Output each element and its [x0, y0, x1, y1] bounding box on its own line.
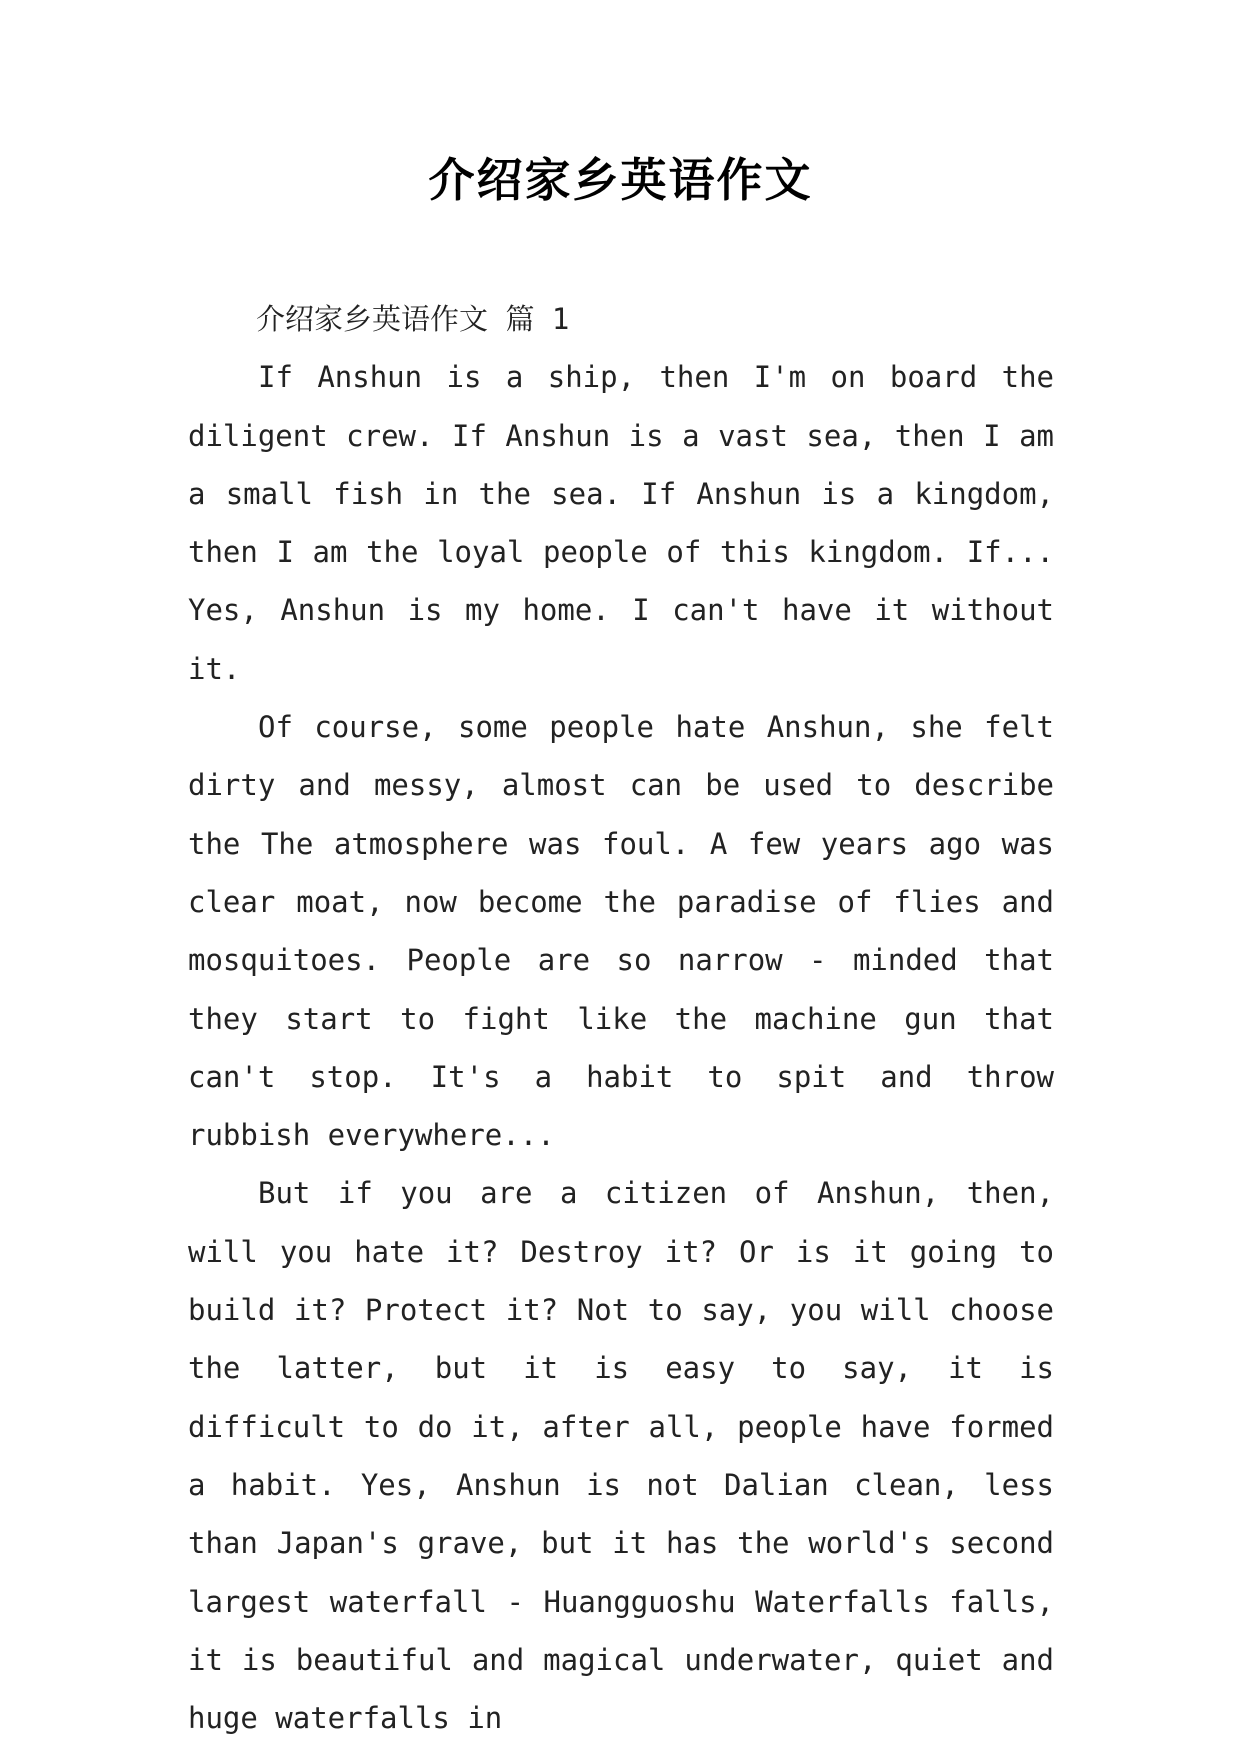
paragraph-3: But if you are a citizen of Anshun, then, will you hate it? Destroy it? Or is it going to build it? Protect it? Not to say, you will choose the latter, but it is easy to say, it is difficult to do it, after all, people have formed a habit. Yes, Anshun is not Dalian clean, less than Japan's grave, but it has the world's second largest waterfall - Huangguoshu Waterfalls falls, it is beautiful and magical underwater, quiet and huge waterfalls in [188, 1176, 1054, 1736]
paragraph-2: Of course, some people hate Anshun, she felt dirty and messy, almost can be used to describe the The atmosphere was foul. A few years ago was clear moat, now become the paradise of flies and mosquitoes. People are so narrow - minded that they start to fight like the machine gun that can't stop. It's a habit to spit and throw rubbish everywhere... [188, 710, 1054, 1153]
document-body [188, 290, 1054, 1747]
document-title: 介绍家乡英语作文 [428, 153, 813, 207]
section-heading: 介绍家乡英语作文 篇 1 [256, 302, 570, 336]
paragraph-1: If Anshun is a ship, then I'm on board the diligent crew. If Anshun is a vast sea, then I am a small fish in the sea. If Anshun is a kingdom, then I am the loyal people of this kingdom. If... Yes, Anshun is my home. I can't have it without it. [188, 360, 1054, 686]
